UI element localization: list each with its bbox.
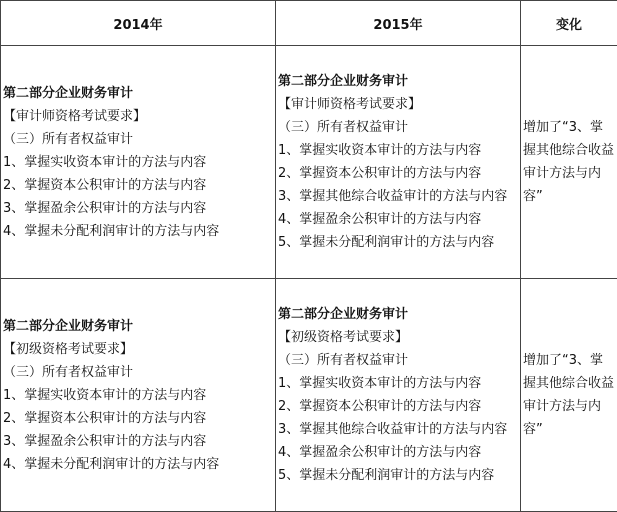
cell-2014	[1, 279, 276, 512]
list-item: 2、掌握资本公积审计的方法与内容	[278, 162, 518, 185]
header-row	[1, 1, 617, 46]
list-item: 5、掌握未分配利润审计的方法与内容	[278, 231, 518, 254]
list-item: 3、掌握其他综合收益审计的方法与内容	[278, 418, 518, 441]
part-title: 第二部分企业财务审计	[278, 70, 518, 93]
cell-2015	[276, 279, 521, 512]
list-item: 2、掌握资本公积审计的方法与内容	[278, 395, 518, 418]
cell-2015	[276, 46, 521, 279]
table-row	[1, 279, 617, 512]
list-item: 3、掌握盈余公积审计的方法与内容	[3, 430, 273, 453]
list-item: 1、掌握实收资本审计的方法与内容	[3, 384, 273, 407]
requirement-label: 【审计师资格考试要求】	[3, 105, 273, 128]
table-row	[1, 46, 617, 279]
cell-2014	[1, 46, 276, 279]
section-title: （三）所有者权益审计	[278, 349, 518, 372]
part-title: 第二部分企业财务审计	[278, 303, 518, 326]
list-item: 3、掌握其他综合收益审计的方法与内容	[278, 185, 518, 208]
list-item: 3、掌握盈余公积审计的方法与内容	[3, 197, 273, 220]
cell-change: 增加了“3、掌握其他综合收益审计方法与内容”	[521, 46, 617, 279]
cell-change: 增加了“3、掌握其他综合收益审计方法与内容”	[521, 279, 617, 512]
list-item: 4、掌握未分配利润审计的方法与内容	[3, 220, 273, 243]
header-2014: 2014年	[1, 1, 276, 46]
list-item: 4、掌握盈余公积审计的方法与内容	[278, 441, 518, 464]
section-title: （三）所有者权益审计	[3, 128, 273, 151]
part-title: 第二部分企业财务审计	[3, 82, 273, 105]
list-item: 4、掌握未分配利润审计的方法与内容	[3, 453, 273, 476]
header-change: 变化	[521, 1, 617, 46]
section-title: （三）所有者权益审计	[278, 116, 518, 139]
list-item: 2、掌握资本公积审计的方法与内容	[3, 407, 273, 430]
header-2015: 2015年	[276, 1, 521, 46]
list-item: 1、掌握实收资本审计的方法与内容	[3, 151, 273, 174]
section-title: （三）所有者权益审计	[3, 361, 273, 384]
list-item: 2、掌握资本公积审计的方法与内容	[3, 174, 273, 197]
list-item: 1、掌握实收资本审计的方法与内容	[278, 372, 518, 395]
requirement-label: 【审计师资格考试要求】	[278, 93, 518, 116]
list-item: 4、掌握盈余公积审计的方法与内容	[278, 208, 518, 231]
part-title: 第二部分企业财务审计	[3, 315, 273, 338]
list-item: 1、掌握实收资本审计的方法与内容	[278, 139, 518, 162]
requirement-label: 【初级资格考试要求】	[278, 326, 518, 349]
list-item: 5、掌握未分配利润审计的方法与内容	[278, 464, 518, 487]
requirement-label: 【初级资格考试要求】	[3, 338, 273, 361]
